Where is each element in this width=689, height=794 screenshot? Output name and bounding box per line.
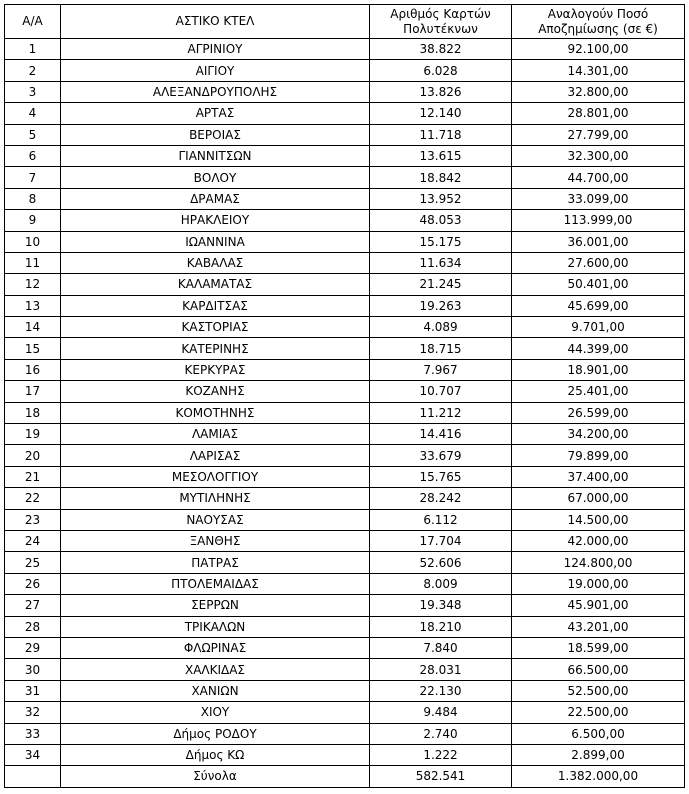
row-name: ΙΩΑΝΝΙΝΑ <box>61 231 370 252</box>
row-cards: 12.140 <box>370 103 512 124</box>
header-name: ΑΣΤΙΚΟ ΚΤΕΛ <box>61 5 370 39</box>
row-num: 15 <box>5 338 61 359</box>
row-amount: 36.001,00 <box>512 231 685 252</box>
row-cards: 7.967 <box>370 359 512 380</box>
row-num: 24 <box>5 530 61 551</box>
row-amount: 25.401,00 <box>512 381 685 402</box>
row-amount: 67.000,00 <box>512 488 685 509</box>
row-cards: 10.707 <box>370 381 512 402</box>
table-row <box>5 552 685 573</box>
row-name: ΧΑΝΙΩΝ <box>61 680 370 701</box>
row-num: 3 <box>5 81 61 102</box>
row-name: ΓΙΑΝΝΙΤΣΩΝ <box>61 145 370 166</box>
row-name: Δήμος ΡΟΔΟΥ <box>61 723 370 744</box>
subsidy-table <box>4 4 685 788</box>
row-name: ΚΑΤΕΡΙΝΗΣ <box>61 338 370 359</box>
row-name: ΚΑΒΑΛΑΣ <box>61 252 370 273</box>
row-amount: 37.400,00 <box>512 466 685 487</box>
row-cards: 7.840 <box>370 637 512 658</box>
row-amount: 124.800,00 <box>512 552 685 573</box>
row-amount: 28.801,00 <box>512 103 685 124</box>
row-name: ΣΕΡΡΩΝ <box>61 595 370 616</box>
table-body <box>5 39 685 766</box>
table-row <box>5 659 685 680</box>
row-name: ΦΛΩΡΙΝΑΣ <box>61 637 370 658</box>
row-cards: 6.112 <box>370 509 512 530</box>
row-name: ΑΓΡΙΝΙΟΥ <box>61 39 370 60</box>
row-cards: 4.089 <box>370 317 512 338</box>
row-num: 30 <box>5 659 61 680</box>
row-cards: 22.130 <box>370 680 512 701</box>
row-name: ΚΟΜΟΤΗΝΗΣ <box>61 402 370 423</box>
row-num: 29 <box>5 637 61 658</box>
row-name: Δήμος ΚΩ <box>61 744 370 765</box>
row-num: 10 <box>5 231 61 252</box>
row-amount: 19.000,00 <box>512 573 685 594</box>
header-row <box>5 5 685 39</box>
table-row <box>5 295 685 316</box>
row-name: ΚΟΖΑΝΗΣ <box>61 381 370 402</box>
row-cards: 2.740 <box>370 723 512 744</box>
row-cards: 11.634 <box>370 252 512 273</box>
row-num: 17 <box>5 381 61 402</box>
row-amount: 14.500,00 <box>512 509 685 530</box>
table-row <box>5 637 685 658</box>
header-num: Α/Α <box>5 5 61 39</box>
row-name: ΠΤΟΛΕΜΑΙΔΑΣ <box>61 573 370 594</box>
table-row <box>5 145 685 166</box>
table-row <box>5 445 685 466</box>
row-name: ΧΑΛΚΙΔΑΣ <box>61 659 370 680</box>
row-name: ΚΑΣΤΟΡΙΑΣ <box>61 317 370 338</box>
row-amount: 18.901,00 <box>512 359 685 380</box>
row-name: ΧΙΟΥ <box>61 702 370 723</box>
row-cards: 19.348 <box>370 595 512 616</box>
row-num: 14 <box>5 317 61 338</box>
row-amount: 27.600,00 <box>512 252 685 273</box>
table-row <box>5 124 685 145</box>
row-name: ΤΡΙΚΑΛΩΝ <box>61 616 370 637</box>
table-row <box>5 573 685 594</box>
row-num: 6 <box>5 145 61 166</box>
row-num: 19 <box>5 424 61 445</box>
table-row <box>5 338 685 359</box>
row-num: 25 <box>5 552 61 573</box>
row-name: ΒΕΡΟΙΑΣ <box>61 124 370 145</box>
row-cards: 52.606 <box>370 552 512 573</box>
row-name: ΒΟΛΟΥ <box>61 167 370 188</box>
row-amount: 45.699,00 <box>512 295 685 316</box>
table-row <box>5 188 685 209</box>
row-name: ΔΡΑΜΑΣ <box>61 188 370 209</box>
row-amount: 27.799,00 <box>512 124 685 145</box>
row-amount: 6.500,00 <box>512 723 685 744</box>
row-amount: 79.899,00 <box>512 445 685 466</box>
table-row <box>5 424 685 445</box>
row-amount: 43.201,00 <box>512 616 685 637</box>
row-cards: 28.031 <box>370 659 512 680</box>
total-amount: 1.382.000,00 <box>512 766 685 787</box>
row-num: 34 <box>5 744 61 765</box>
row-amount: 18.599,00 <box>512 637 685 658</box>
row-cards: 38.822 <box>370 39 512 60</box>
row-num: 16 <box>5 359 61 380</box>
total-num <box>5 766 61 787</box>
row-name: ΗΡΑΚΛΕΙΟΥ <box>61 210 370 231</box>
row-name: ΜΕΣΟΛΟΓΓΙΟΥ <box>61 466 370 487</box>
row-amount: 44.399,00 <box>512 338 685 359</box>
total-label: Σύνολα <box>61 766 370 787</box>
row-name: ΚΕΡΚΥΡΑΣ <box>61 359 370 380</box>
row-amount: 14.301,00 <box>512 60 685 81</box>
row-cards: 15.765 <box>370 466 512 487</box>
table-row <box>5 60 685 81</box>
row-num: 4 <box>5 103 61 124</box>
row-num: 32 <box>5 702 61 723</box>
table-row <box>5 210 685 231</box>
row-num: 7 <box>5 167 61 188</box>
row-num: 28 <box>5 616 61 637</box>
row-num: 26 <box>5 573 61 594</box>
row-num: 20 <box>5 445 61 466</box>
row-amount: 45.901,00 <box>512 595 685 616</box>
row-num: 33 <box>5 723 61 744</box>
table-row <box>5 744 685 765</box>
table-row <box>5 402 685 423</box>
row-num: 1 <box>5 39 61 60</box>
total-row <box>5 766 685 787</box>
row-num: 13 <box>5 295 61 316</box>
table-row <box>5 317 685 338</box>
row-cards: 18.715 <box>370 338 512 359</box>
row-name: ΝΑΟΥΣΑΣ <box>61 509 370 530</box>
row-name: ΑΡΤΑΣ <box>61 103 370 124</box>
table-row <box>5 103 685 124</box>
table-row <box>5 231 685 252</box>
row-amount: 9.701,00 <box>512 317 685 338</box>
table-row <box>5 509 685 530</box>
row-name: ΑΛΕΞΑΝΔΡΟΥΠΟΛΗΣ <box>61 81 370 102</box>
table-row <box>5 488 685 509</box>
row-name: ΑΙΓΙΟΥ <box>61 60 370 81</box>
table-row <box>5 81 685 102</box>
table-row <box>5 381 685 402</box>
row-amount: 32.800,00 <box>512 81 685 102</box>
table-row <box>5 595 685 616</box>
row-cards: 15.175 <box>370 231 512 252</box>
header-amount: Αναλογούν Ποσό Αποζημίωσης (σε €) <box>512 5 685 39</box>
row-amount: 32.300,00 <box>512 145 685 166</box>
row-num: 21 <box>5 466 61 487</box>
table-row <box>5 274 685 295</box>
row-amount: 50.401,00 <box>512 274 685 295</box>
row-amount: 26.599,00 <box>512 402 685 423</box>
row-amount: 22.500,00 <box>512 702 685 723</box>
row-num: 23 <box>5 509 61 530</box>
row-cards: 33.679 <box>370 445 512 466</box>
row-amount: 33.099,00 <box>512 188 685 209</box>
row-num: 8 <box>5 188 61 209</box>
row-cards: 14.416 <box>370 424 512 445</box>
row-cards: 11.718 <box>370 124 512 145</box>
table-row <box>5 530 685 551</box>
row-name: ΚΑΛΑΜΑΤΑΣ <box>61 274 370 295</box>
table-row <box>5 252 685 273</box>
table-row <box>5 466 685 487</box>
table-row <box>5 723 685 744</box>
header-cards: Αριθμός Καρτών Πολυτέκνων <box>370 5 512 39</box>
row-cards: 11.212 <box>370 402 512 423</box>
row-num: 31 <box>5 680 61 701</box>
table-row <box>5 167 685 188</box>
row-num: 12 <box>5 274 61 295</box>
row-cards: 13.826 <box>370 81 512 102</box>
table-row <box>5 702 685 723</box>
table-row <box>5 616 685 637</box>
row-num: 27 <box>5 595 61 616</box>
row-amount: 92.100,00 <box>512 39 685 60</box>
row-amount: 2.899,00 <box>512 744 685 765</box>
row-name: ΜΥΤΙΛΗΝΗΣ <box>61 488 370 509</box>
row-name: ΚΑΡΔΙΤΣΑΣ <box>61 295 370 316</box>
row-num: 22 <box>5 488 61 509</box>
row-cards: 13.952 <box>370 188 512 209</box>
row-cards: 6.028 <box>370 60 512 81</box>
row-num: 11 <box>5 252 61 273</box>
row-cards: 17.704 <box>370 530 512 551</box>
row-num: 18 <box>5 402 61 423</box>
row-cards: 21.245 <box>370 274 512 295</box>
row-cards: 19.263 <box>370 295 512 316</box>
row-num: 5 <box>5 124 61 145</box>
row-amount: 52.500,00 <box>512 680 685 701</box>
row-cards: 1.222 <box>370 744 512 765</box>
table-row <box>5 680 685 701</box>
row-name: ΞΑΝΘΗΣ <box>61 530 370 551</box>
row-cards: 9.484 <box>370 702 512 723</box>
table-row <box>5 39 685 60</box>
row-amount: 34.200,00 <box>512 424 685 445</box>
row-cards: 13.615 <box>370 145 512 166</box>
row-name: ΛΑΜΙΑΣ <box>61 424 370 445</box>
row-cards: 48.053 <box>370 210 512 231</box>
total-cards: 582.541 <box>370 766 512 787</box>
row-name: ΠΑΤΡΑΣ <box>61 552 370 573</box>
row-name: ΛΑΡΙΣΑΣ <box>61 445 370 466</box>
row-amount: 113.999,00 <box>512 210 685 231</box>
row-cards: 18.842 <box>370 167 512 188</box>
row-num: 9 <box>5 210 61 231</box>
row-amount: 44.700,00 <box>512 167 685 188</box>
row-amount: 66.500,00 <box>512 659 685 680</box>
row-num: 2 <box>5 60 61 81</box>
row-cards: 18.210 <box>370 616 512 637</box>
row-amount: 42.000,00 <box>512 530 685 551</box>
row-cards: 28.242 <box>370 488 512 509</box>
table-row <box>5 359 685 380</box>
row-cards: 8.009 <box>370 573 512 594</box>
